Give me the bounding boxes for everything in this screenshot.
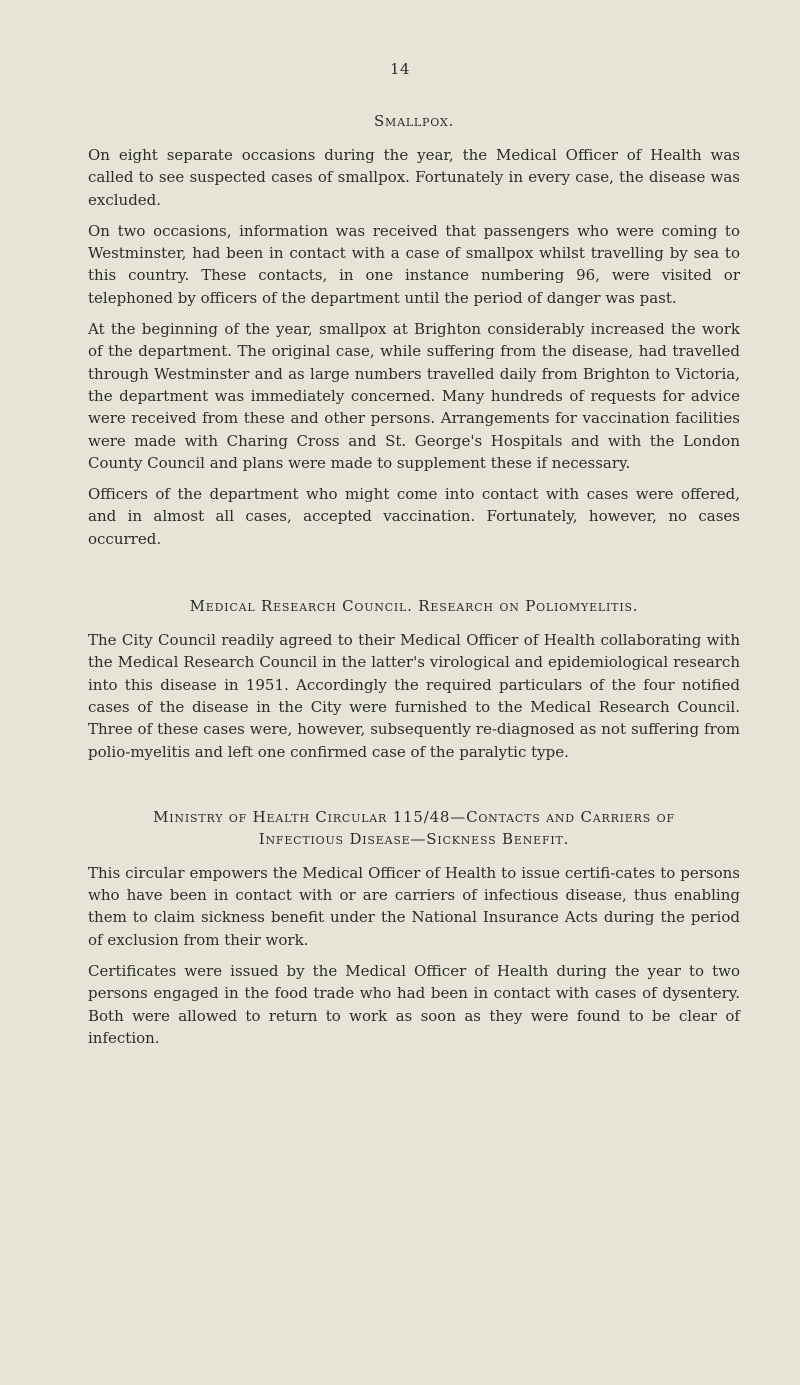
paragraph: Officers of the department who might come into contact with cases were offered, and in almost all cases, accepted vaccination. Fortunately, however, no cases occurred.: [88, 485, 740, 548]
section-heading-line: Ministry of Health Circular 115/48—Contacts and Carriers of: [153, 807, 675, 826]
section-heading-smallpox: Smallpox.: [373, 112, 455, 130]
section-spacer: [88, 772, 740, 806]
page-content: [88, 110, 740, 1058]
paragraph: On eight separate occasions during the year, the Medical Officer of Health was called to see suspected cases of smallpox. Fortunately in every case, the disease was excluded.: [88, 146, 740, 209]
paragraph: This circular empowers the Medical Officer of Health to issue certifi-cates to persons who have been in contact with or are carriers of infectious disease, thus enabling them to claim sickness benefit under the National Insurance Acts during the period of exclusion from their work.: [88, 863, 740, 949]
page-number: 14: [389, 60, 411, 78]
section-heading-mrc: Medical Research Council. Research on Poliomyelitis.: [189, 597, 639, 616]
paragraph: On two occasions, information was received that passengers who were coming to Westminster, had been in contact with a case of smallpox whilst travelling by sea to this country. These contacts, in one instance numbering 96, were visited or telephoned by officers of the department until the period of danger was past.: [88, 221, 740, 307]
section-heading-line: Infectious Disease—Sickness Benefit.: [258, 829, 570, 848]
section-medical-research-council: [88, 595, 740, 763]
section-spacer: [88, 559, 740, 595]
paragraph: The City Council readily agreed to their Medical Officer of Health collaborating with the Medical Research Council in the latter's virological and epidemiological research into this disease in 1951. Accordingly the required particulars of the four notified cases of the disease in the City were furnished to the Medical Research Council. Three of these cases were, however, subsequently re-diagnosed as not suffering from polio-myelitis and left one confirmed case of the paralytic type.: [88, 631, 740, 761]
section-ministry-circular: [88, 806, 740, 1049]
paragraph: Certificates were issued by the Medical Officer of Health during the year to two persons engaged in the food trade who had been in contact with cases of dysentery. Both were allowed to return to work as soon as they were found to be clear of infection.: [88, 962, 740, 1047]
section-heading-ministry: [88, 806, 740, 850]
section-smallpox: [88, 110, 740, 550]
paragraph: At the beginning of the year, smallpox at Brighton considerably increased the work of the department. The original case, while suffering from the disease, had travelled through Westminster and as large numbers travelled daily from Brighton to Victoria, the department was immediately concerned. Many hundreds of requests for advice were received from these and other persons. Arrangements for vaccination facilities were made with Charing Cross and St. George's Hospitals and with the London County Council and plans were made to supplement these if necessary.: [88, 320, 740, 472]
